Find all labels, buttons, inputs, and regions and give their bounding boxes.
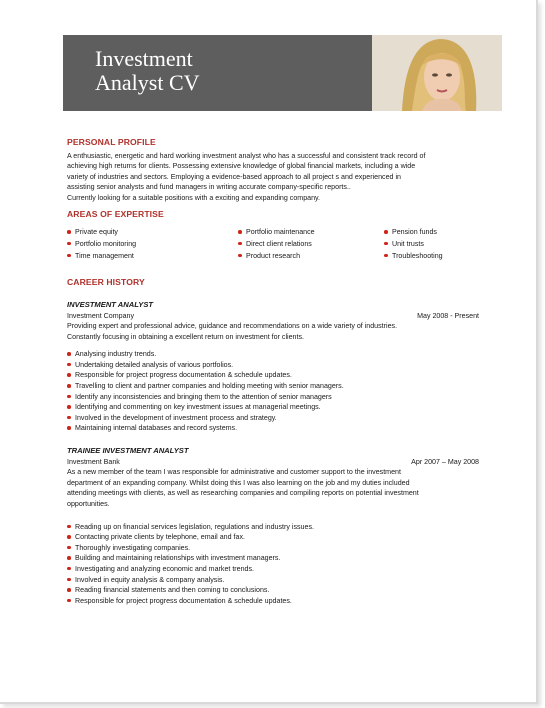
job-dates: Apr 2007 – May 2008 <box>411 457 479 466</box>
duty-text: Responsible for project progress documentation & schedule updates. <box>75 371 292 380</box>
skill-item <box>67 251 238 262</box>
job-title: TRAINEE INVESTMENT ANALYST <box>67 446 189 456</box>
skill-label: Private equity <box>75 228 118 237</box>
duty-text: Identifying and commenting on key investment issues at managerial meetings. <box>75 403 321 412</box>
skill-label: Direct client relations <box>246 239 312 248</box>
section-heading-expertise: AREAS OF EXPERTISE <box>67 208 164 219</box>
bullet-icon <box>67 352 71 356</box>
bullet-icon <box>67 535 71 539</box>
duty-item <box>67 370 487 381</box>
skill-label: Portfolio maintenance <box>246 228 315 237</box>
company-name: Investment Company <box>67 311 135 320</box>
expertise-grid <box>67 227 487 261</box>
skill-label: Portfolio monitoring <box>75 239 137 248</box>
bullet-icon <box>67 588 71 592</box>
duty-text: Involved in the development of investment process and strategy. <box>75 413 277 422</box>
duty-item <box>67 575 487 586</box>
profile-line: achieving high returns for clients. Possessing extensive knowledge of global financial markets, including a wide <box>67 162 416 171</box>
skill-label: Pension funds <box>392 228 437 237</box>
bullet-icon <box>67 525 71 529</box>
duty-text: Contacting private clients by telephone, email and fax. <box>75 533 245 542</box>
duty-item <box>67 413 487 424</box>
duty-item <box>67 402 487 413</box>
skill-item <box>67 239 238 250</box>
duty-text: Building and maintaining relationships with investment managers. <box>75 554 281 563</box>
duty-text: Involved in equity analysis & company analysis. <box>75 575 225 584</box>
duty-list <box>67 522 487 607</box>
duty-item <box>67 553 487 564</box>
duty-text: Identify any inconsistencies and bringing them to the attention of senior managers <box>75 392 332 401</box>
skill-item <box>384 239 484 250</box>
section-heading-career: CAREER HISTORY <box>67 277 145 288</box>
title-line-1: Investment <box>95 46 193 71</box>
company-name: Investment Bank <box>67 457 120 466</box>
skill-item <box>238 251 384 262</box>
bullet-icon <box>384 254 388 258</box>
job-summary-line: Constantly focusing in obtaining a excellent return on investment for clients. <box>67 332 304 341</box>
job-summary-line: opportunities. <box>67 500 110 508</box>
company-row <box>67 311 479 322</box>
skill-item <box>238 239 384 250</box>
bullet-icon <box>67 384 71 388</box>
job-dates: May 2008 - Present <box>417 311 479 320</box>
duty-item <box>67 360 487 371</box>
bullet-icon <box>67 578 71 582</box>
skill-label: Product research <box>246 251 301 260</box>
bullet-icon <box>67 599 71 603</box>
bullet-icon <box>67 416 71 420</box>
bullet-icon <box>67 567 71 571</box>
bullet-icon <box>238 230 242 234</box>
section-profile <box>67 137 487 204</box>
profile-line: Currently looking for a suitable positions with a exciting and expanding company. <box>67 193 321 202</box>
profile-line: variety of industries and sectors. Employing a evidence-based approach to all project s and experienced in <box>67 172 401 181</box>
duty-item <box>67 596 487 607</box>
bullet-icon <box>67 546 71 550</box>
profile-photo <box>372 35 502 111</box>
section-heading-profile: PERSONAL PROFILE <box>67 137 156 147</box>
bullet-icon <box>67 254 71 258</box>
title-line-2: Analyst CV <box>95 70 200 95</box>
duty-item <box>67 532 487 543</box>
duty-text: Investigating and analyzing economic and market trends. <box>75 564 255 573</box>
job-summary-line: attending meetings with clients, as well as researching companies and compiling reports on potential investment <box>67 489 419 498</box>
section-expertise <box>67 209 487 262</box>
bullet-icon <box>67 363 71 367</box>
duty-text: Reading financial statements and then coming to conclusions. <box>75 586 270 595</box>
job-entry <box>67 446 487 606</box>
portrait-image <box>372 35 502 111</box>
skill-item <box>238 227 384 238</box>
duty-text: Reading up on financial services legislation, regulations and industry issues. <box>75 522 314 531</box>
job-summary-line: department of an expanding company. Whilst doing this I was also learning on the job and my duties included <box>67 478 410 487</box>
bullet-icon <box>238 254 242 258</box>
job-entry <box>67 300 487 434</box>
profile-line: A enthusiastic, energetic and hard working investment analyst who has a successful and consistent track record of <box>67 151 426 160</box>
section-career <box>67 277 487 606</box>
duty-text: Thoroughly investigating companies. <box>75 543 191 552</box>
duty-item <box>67 585 487 596</box>
job-summary-line: As a new member of the team I was responsible for administrative and customer support to the investment <box>67 468 401 477</box>
duty-item <box>67 381 487 392</box>
duty-item <box>67 543 487 554</box>
skill-item <box>67 227 238 238</box>
duty-item <box>67 522 487 533</box>
skill-label: Troubleshooting <box>392 251 443 260</box>
bullet-icon <box>67 426 71 430</box>
bullet-icon <box>384 230 388 234</box>
bullet-icon <box>67 373 71 377</box>
duty-text: Maintaining internal databases and record systems. <box>75 424 238 433</box>
page-title <box>95 47 200 95</box>
skill-item <box>384 251 484 262</box>
duty-text: Responsible for project progress documentation & schedule updates. <box>75 596 292 605</box>
duty-item <box>67 423 487 434</box>
bullet-icon <box>238 242 242 246</box>
bullet-icon <box>67 405 71 409</box>
header-banner <box>63 35 502 111</box>
bullet-icon <box>67 395 71 399</box>
duty-text: Travelling to client and partner companies and holding meeting with senior managers. <box>75 382 344 391</box>
duty-text: Undertaking detailed analysis of various portfolios. <box>75 360 234 369</box>
skill-item <box>384 227 484 238</box>
duty-list <box>67 349 487 434</box>
job-title: INVESTMENT ANALYST <box>67 299 154 309</box>
job-summary-line: Providing expert and professional advice, guidance and recommendations on a wide variety of industries. <box>67 322 398 331</box>
cv-content <box>67 137 487 606</box>
duty-item <box>67 392 487 403</box>
bullet-icon <box>67 242 71 246</box>
duty-item <box>67 564 487 575</box>
bullet-icon <box>384 242 388 246</box>
duty-item <box>67 349 487 360</box>
company-row <box>67 457 479 468</box>
profile-line: assisting senior analysts and fund managers in writing accurate company-specific reports.. <box>67 183 351 192</box>
duty-text: Analysing industry trends. <box>75 350 157 359</box>
skill-label: Unit trusts <box>392 239 424 248</box>
skill-label: Time management <box>75 251 134 260</box>
bullet-icon <box>67 556 71 560</box>
bullet-icon <box>67 230 71 234</box>
